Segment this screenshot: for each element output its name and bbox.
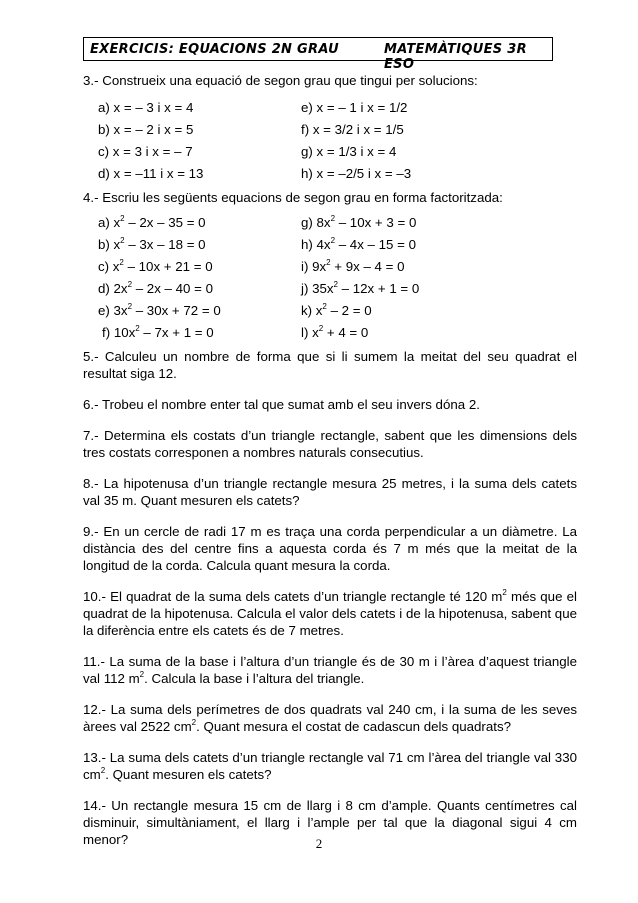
equation-item: l) $x^2 + 4 = 0$ [301, 324, 369, 340]
equation-item: b) $x^2 - 3x - 18 = 0$ [98, 236, 206, 252]
equation-item: j) $35x^2 - 12x + 1 = 0$ [301, 280, 420, 296]
exercise-item: d) x = –11 i x = 13 [98, 166, 204, 181]
exercise-3-prompt: 3.- Construeix una equació de segon grau que tingui per solucions: [83, 73, 478, 88]
exercise-list [83, 72, 577, 848]
equation-item: k) $x^2 - 2 = 0$ [301, 302, 372, 318]
equation-item: g) $8x^2 - 10x + 3 = 0$ [301, 214, 417, 230]
page-number: 2 [315, 836, 323, 851]
exercise-item: f) x = 3/2 i x = 1/5 [301, 122, 404, 137]
exercise-item: c) x = 3 i x = – 7 [98, 144, 193, 159]
equation-item: a) $x^2 - 2x - 35 = 0$ [98, 214, 206, 230]
equation-item: f) $10x^2 - 7x + 1 = 0$ [102, 324, 214, 340]
equation-item: e) $3x^2 - 30x + 72 = 0$ [98, 302, 221, 318]
exercise-4-items [98, 212, 577, 344]
exercise-11: 11.- La suma de la base i l’altura d’un triangle és de 30 m i l’àrea d’aquest triangle val 112 $m^2$. Calcula la base i l’altura del triangle. [83, 654, 577, 686]
header-title: EXERCICIS: EQUACIONS 2N GRAU [90, 42, 339, 57]
equation-item: c) $x^2 - 10x + 21 = 0$ [98, 258, 213, 274]
exercise-item: b) x = – 2 i x = 5 [98, 122, 194, 137]
exercise-item: g) x = 1/3 i x = 4 [301, 144, 397, 159]
exercise-item: e) x = – 1 i x = 1/2 [301, 100, 408, 115]
exercise-9: 9.- En un cercle de radi 17 m es traça una corda perpendicular a un diàmetre. La distància des del centre fins a aquesta corda és 7 m més que la meitat de la longitud de la corda. Calcula quant mesura la corda. [83, 524, 577, 573]
exercise-7: 7.- Determina els costats d’un triangle rectangle, sabent que les dimensions dels tres costats corresponen a nombres naturals consecutius. [83, 428, 577, 460]
equation-item: h) $4x^2 - 4x - 15 = 0$ [301, 236, 416, 252]
exercise-item: a) x = – 3 i x = 4 [98, 100, 194, 115]
exercise-12: 12.- La suma dels perímetres de dos quadrats val 240 cm, i la suma de les seves àrees val 2522 $cm^2$. Quant mesura el costat de cadascun dels quadrats? [83, 702, 577, 734]
exercise-6: 6.- Trobeu el nombre enter tal que sumat amb el seu invers dóna 2. [83, 397, 480, 412]
header-subject: MATEMÀTIQUES 3R ESO [384, 42, 527, 72]
exercise-3-items [98, 97, 577, 185]
exercise-10: 10.- El quadrat de la suma dels catets d’un triangle rectangle té 120 $m^2$ més que el quadrat de la hipotenusa. Calcula el valor dels catets i de la hipotenusa, sabent que la diferència entre els catets és de 7 metres. [83, 588, 577, 638]
exercise-14: 14.- Un rectangle mesura 15 cm de llarg i 8 cm d’ample. Quants centímetres cal disminuir, simultàniament, el llarg i l’ample per tal que la diagonal sigui 4 cm menor? [83, 798, 577, 847]
exercise-item: h) x = –2/5 i x = –3 [301, 166, 412, 181]
exercise-13: 13.- La suma dels catets d’un triangle rectangle val 71 cm l’àrea del triangle val 330 $cm^2$. Quant mesuren els catets? [83, 750, 577, 782]
exercise-5: 5.- Calculeu un nombre de forma que si li sumem la meitat del seu quadrat el resultat siga 12. [83, 349, 577, 381]
equation-item: d) $2x^2 - 2x - 40 = 0$ [98, 280, 213, 296]
exercise-8: 8.- La hipotenusa d’un triangle rectangle mesura 25 metres, i la suma dels catets val 35 m. Quant mesuren els catets? [83, 476, 577, 508]
equation-item: i) $9x^2 + 9x - 4 = 0$ [301, 258, 405, 274]
page-header [83, 37, 553, 72]
exercise-4-prompt: 4.- Escriu les següents equacions de segon grau en forma factoritzada: [83, 190, 503, 205]
